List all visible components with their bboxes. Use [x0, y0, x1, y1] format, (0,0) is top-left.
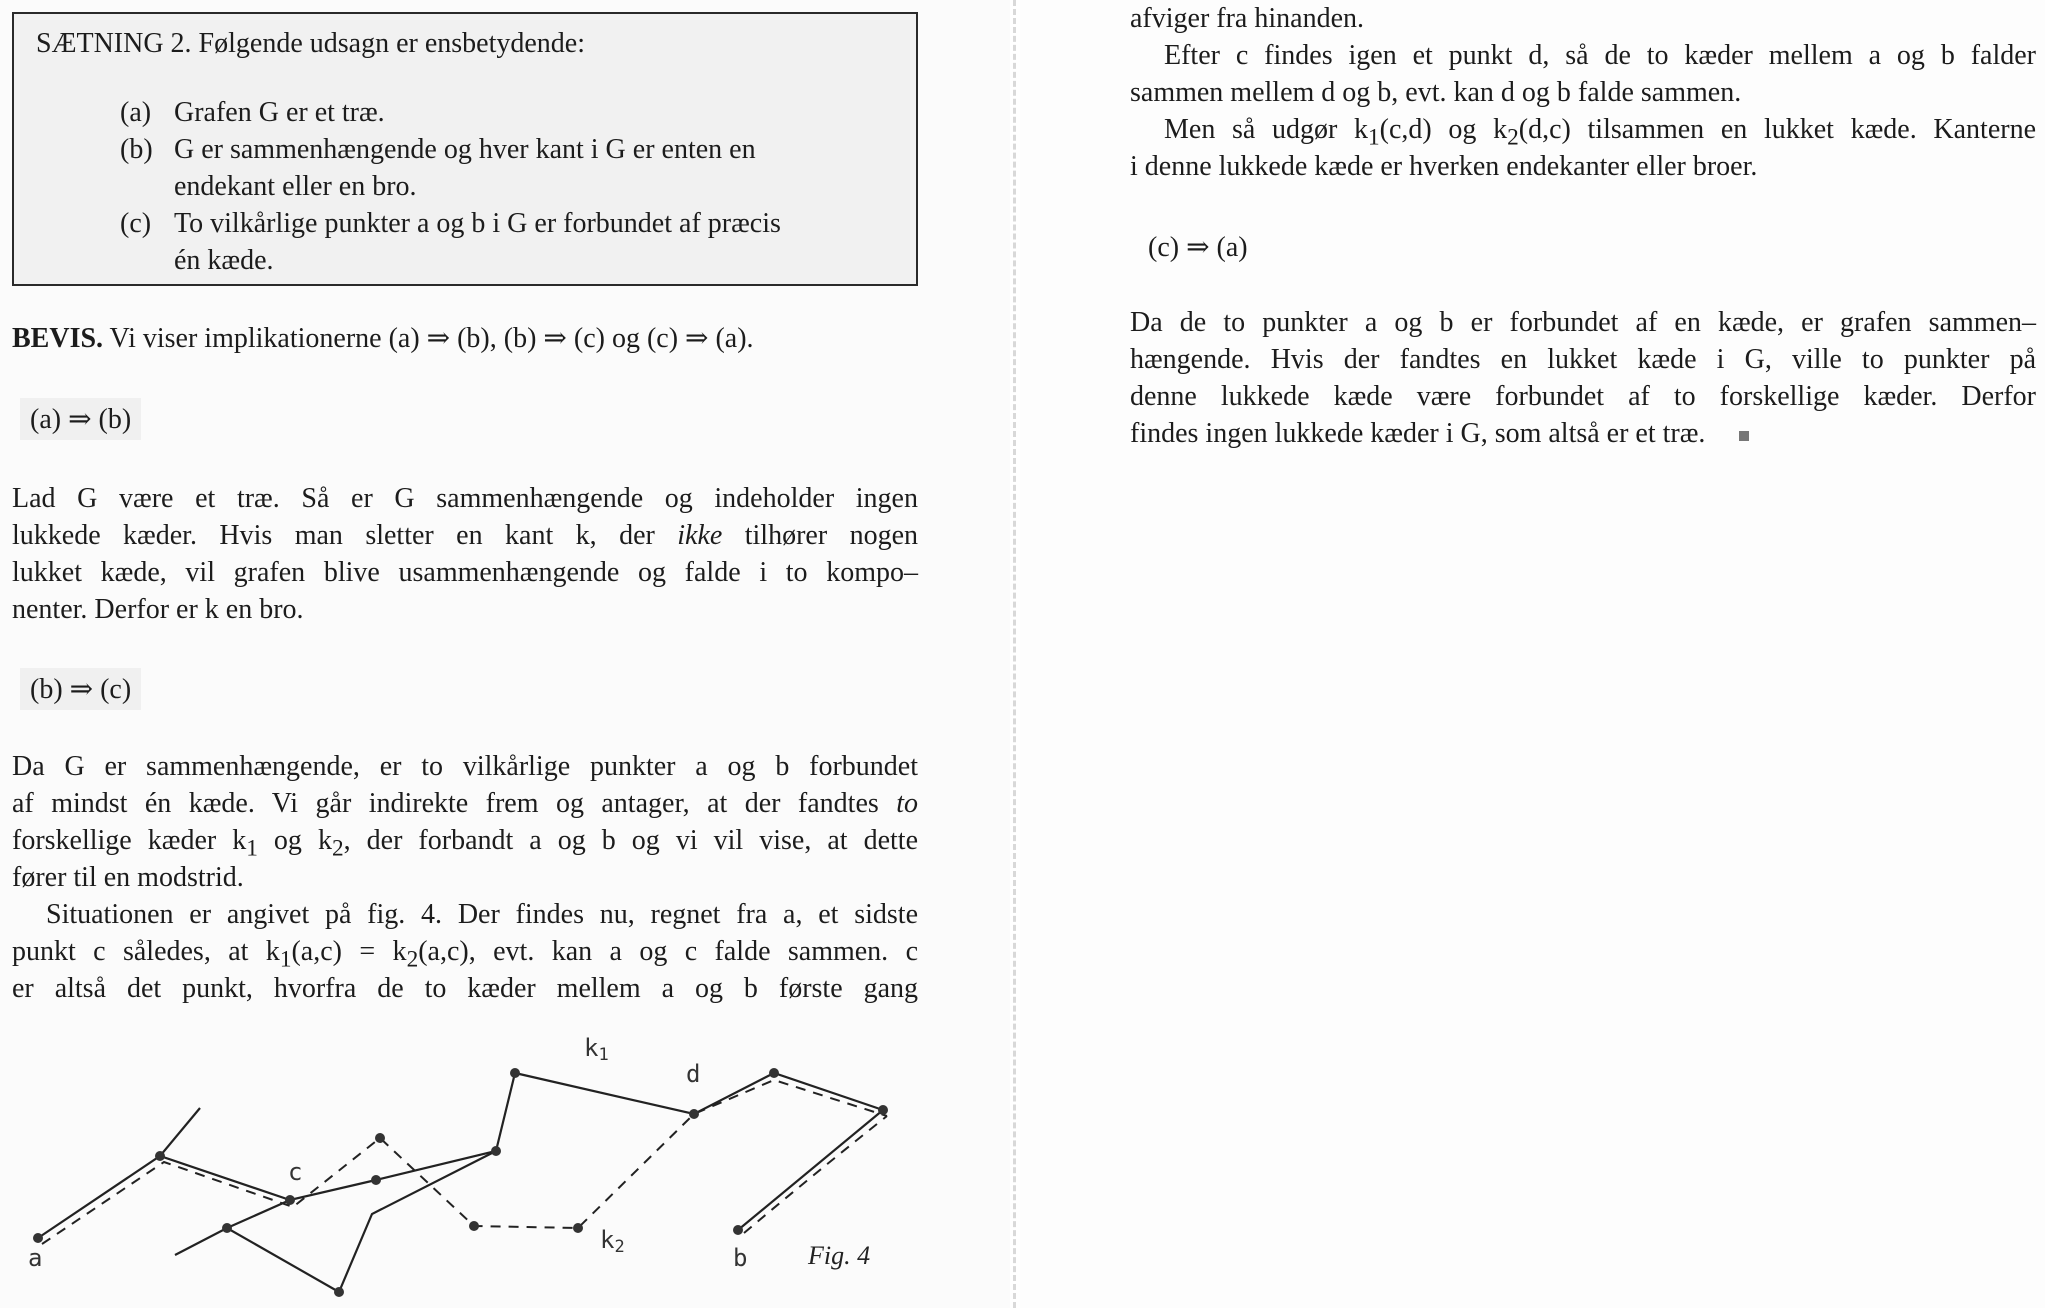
text-line: lukket kæde, vil grafen blive usammenhængende og falde i to kompo–: [12, 557, 918, 588]
vertex: [878, 1105, 888, 1115]
proof-lead: BEVIS.: [12, 323, 104, 354]
text-run: (c,d) og k: [1379, 114, 1508, 145]
vertex: [469, 1221, 479, 1231]
subscript: 2: [1507, 124, 1519, 151]
edge-c-lower: [227, 1200, 290, 1228]
emphasis: to: [896, 788, 918, 819]
edge-spur-top: [160, 1108, 200, 1156]
vertex-d: [689, 1109, 699, 1119]
item-label: (b): [120, 134, 153, 165]
text-run: og k: [257, 825, 332, 856]
text-run: (a,c), evt. kan a og c falde sammen. c: [418, 936, 918, 967]
text-line: denne lukkede kæde være forbundet af to forskellige kæder. Derfor: [1130, 381, 2036, 412]
text-run: (d,c) tilsammen en lukket kæde. Kanterne: [1518, 114, 2036, 145]
proof-intro-text: Vi viser implikationerne (a) ⇒ (b), (b) ⇒ (c) og (c) ⇒ (a).: [103, 323, 754, 354]
text-line: Da de to punkter a og b er forbundet af en kæde, er grafen sammen–: [1130, 307, 2036, 338]
vertex: [334, 1287, 344, 1297]
text-line: [12, 517, 918, 554]
text-line: hængende. Hvis der fandtes en lukket kæde i G, ville to punkter på: [1130, 344, 2036, 375]
section-heading-ca: (c) ⇒ (a): [1148, 232, 1248, 263]
text-run: af mindst én kæde. Vi går indirekte frem og antager, at der fandtes: [12, 788, 897, 819]
page-gutter: [1013, 0, 1017, 1308]
theorem-title: SÆTNING 2. Følgende udsagn er ensbetydende:: [36, 28, 586, 59]
proof-intro: [12, 320, 918, 357]
text-line: Situationen er angivet på fig. 4. Der findes nu, regnet fra a, et sidste: [46, 899, 918, 930]
theorem-item-c: [120, 205, 880, 279]
text-line: [12, 785, 918, 822]
qed-square-icon: [1739, 431, 1749, 441]
vertex: [155, 1151, 165, 1161]
vertex-a: [33, 1233, 43, 1243]
text-line: Efter c findes igen et punkt d, så de to kæder mellem a og b falder: [1164, 40, 2036, 71]
figure-caption: Fig. 4: [808, 1241, 871, 1270]
text-run: Men så udgør k: [1164, 114, 1368, 145]
vertex-c: [285, 1195, 295, 1205]
label-c: c: [288, 1158, 303, 1186]
vertex: [375, 1133, 385, 1143]
label-d: d: [686, 1060, 701, 1088]
section-heading-ab: (a) ⇒ (b): [20, 398, 141, 440]
chain-lower: [175, 1151, 496, 1292]
text-run: punkt c således, at k: [12, 936, 280, 967]
item-text-cont: én kæde.: [174, 245, 274, 276]
theorem-item-b: [120, 131, 880, 205]
text-line: er altså det punkt, hvorfra de to kæder mellem a og b første gang: [12, 973, 918, 1004]
subscript: 2: [331, 835, 344, 862]
right-page: [1020, 0, 2045, 1308]
label-k2: k2: [600, 1226, 625, 1257]
text-run: (a,c) = k: [291, 936, 407, 967]
vertex: [491, 1146, 501, 1156]
vertex-b: [733, 1225, 743, 1235]
emphasis: ikke: [677, 520, 723, 551]
vertex: [510, 1068, 520, 1078]
theorem-box: [12, 12, 918, 286]
subscript: 1: [279, 946, 292, 973]
section-heading-bc: (b) ⇒ (c): [20, 668, 141, 710]
text-line: sammen mellem d og b, evt. kan d og b falde sammen.: [1130, 77, 1742, 108]
vertex: [769, 1068, 779, 1078]
text-line: i denne lukkede kæde er hverken endekanter eller broer.: [1130, 151, 1758, 182]
label-b: b: [733, 1244, 748, 1272]
text-line: [1130, 415, 2036, 452]
text-run: , der forbandt a og b og vi vil vise, at dette: [343, 825, 918, 856]
item-text: To vilkårlige punkter a og b i G er forbundet af præcis: [174, 208, 781, 239]
subscript: 1: [1368, 124, 1380, 151]
text-run: tilhører nogen: [722, 520, 919, 551]
figure-4: [0, 1030, 960, 1308]
vertex: [371, 1175, 381, 1185]
text-line: Lad G være et træ. Så er G sammenhængende og indeholder ingen: [12, 483, 918, 514]
theorem-item-a: [120, 94, 880, 131]
label-k1: k1: [584, 1034, 609, 1065]
item-text-cont: endekant eller en bro.: [174, 171, 417, 202]
text-run: forskellige kæder k: [12, 825, 247, 856]
item-text: G er sammenhængende og hver kant i G er enten en: [174, 134, 756, 165]
text-line: afviger fra hinanden.: [1130, 3, 1364, 34]
text-run: lukkede kæder. Hvis man sletter en kant k, der: [12, 520, 678, 551]
subscript: 2: [406, 946, 419, 973]
dashed-to-b: [744, 1116, 887, 1233]
edge-to-b: [738, 1110, 883, 1230]
text-run: findes ingen lukkede kæder i G, som altså er et træ.: [1130, 418, 1706, 449]
vertex: [573, 1223, 583, 1233]
text-line: fører til en modstrid.: [12, 862, 244, 893]
text-line: Da G er sammenhængende, er to vilkårlige punkter a og b forbundet: [12, 751, 918, 782]
subscript: 1: [246, 835, 258, 862]
label-a: a: [28, 1244, 43, 1272]
vertex: [222, 1223, 232, 1233]
item-label: (a): [120, 97, 152, 128]
item-text: Grafen G er et træ.: [174, 97, 385, 128]
text-line: nenter. Derfor er k en bro.: [12, 594, 304, 625]
item-label: (c): [120, 208, 152, 239]
